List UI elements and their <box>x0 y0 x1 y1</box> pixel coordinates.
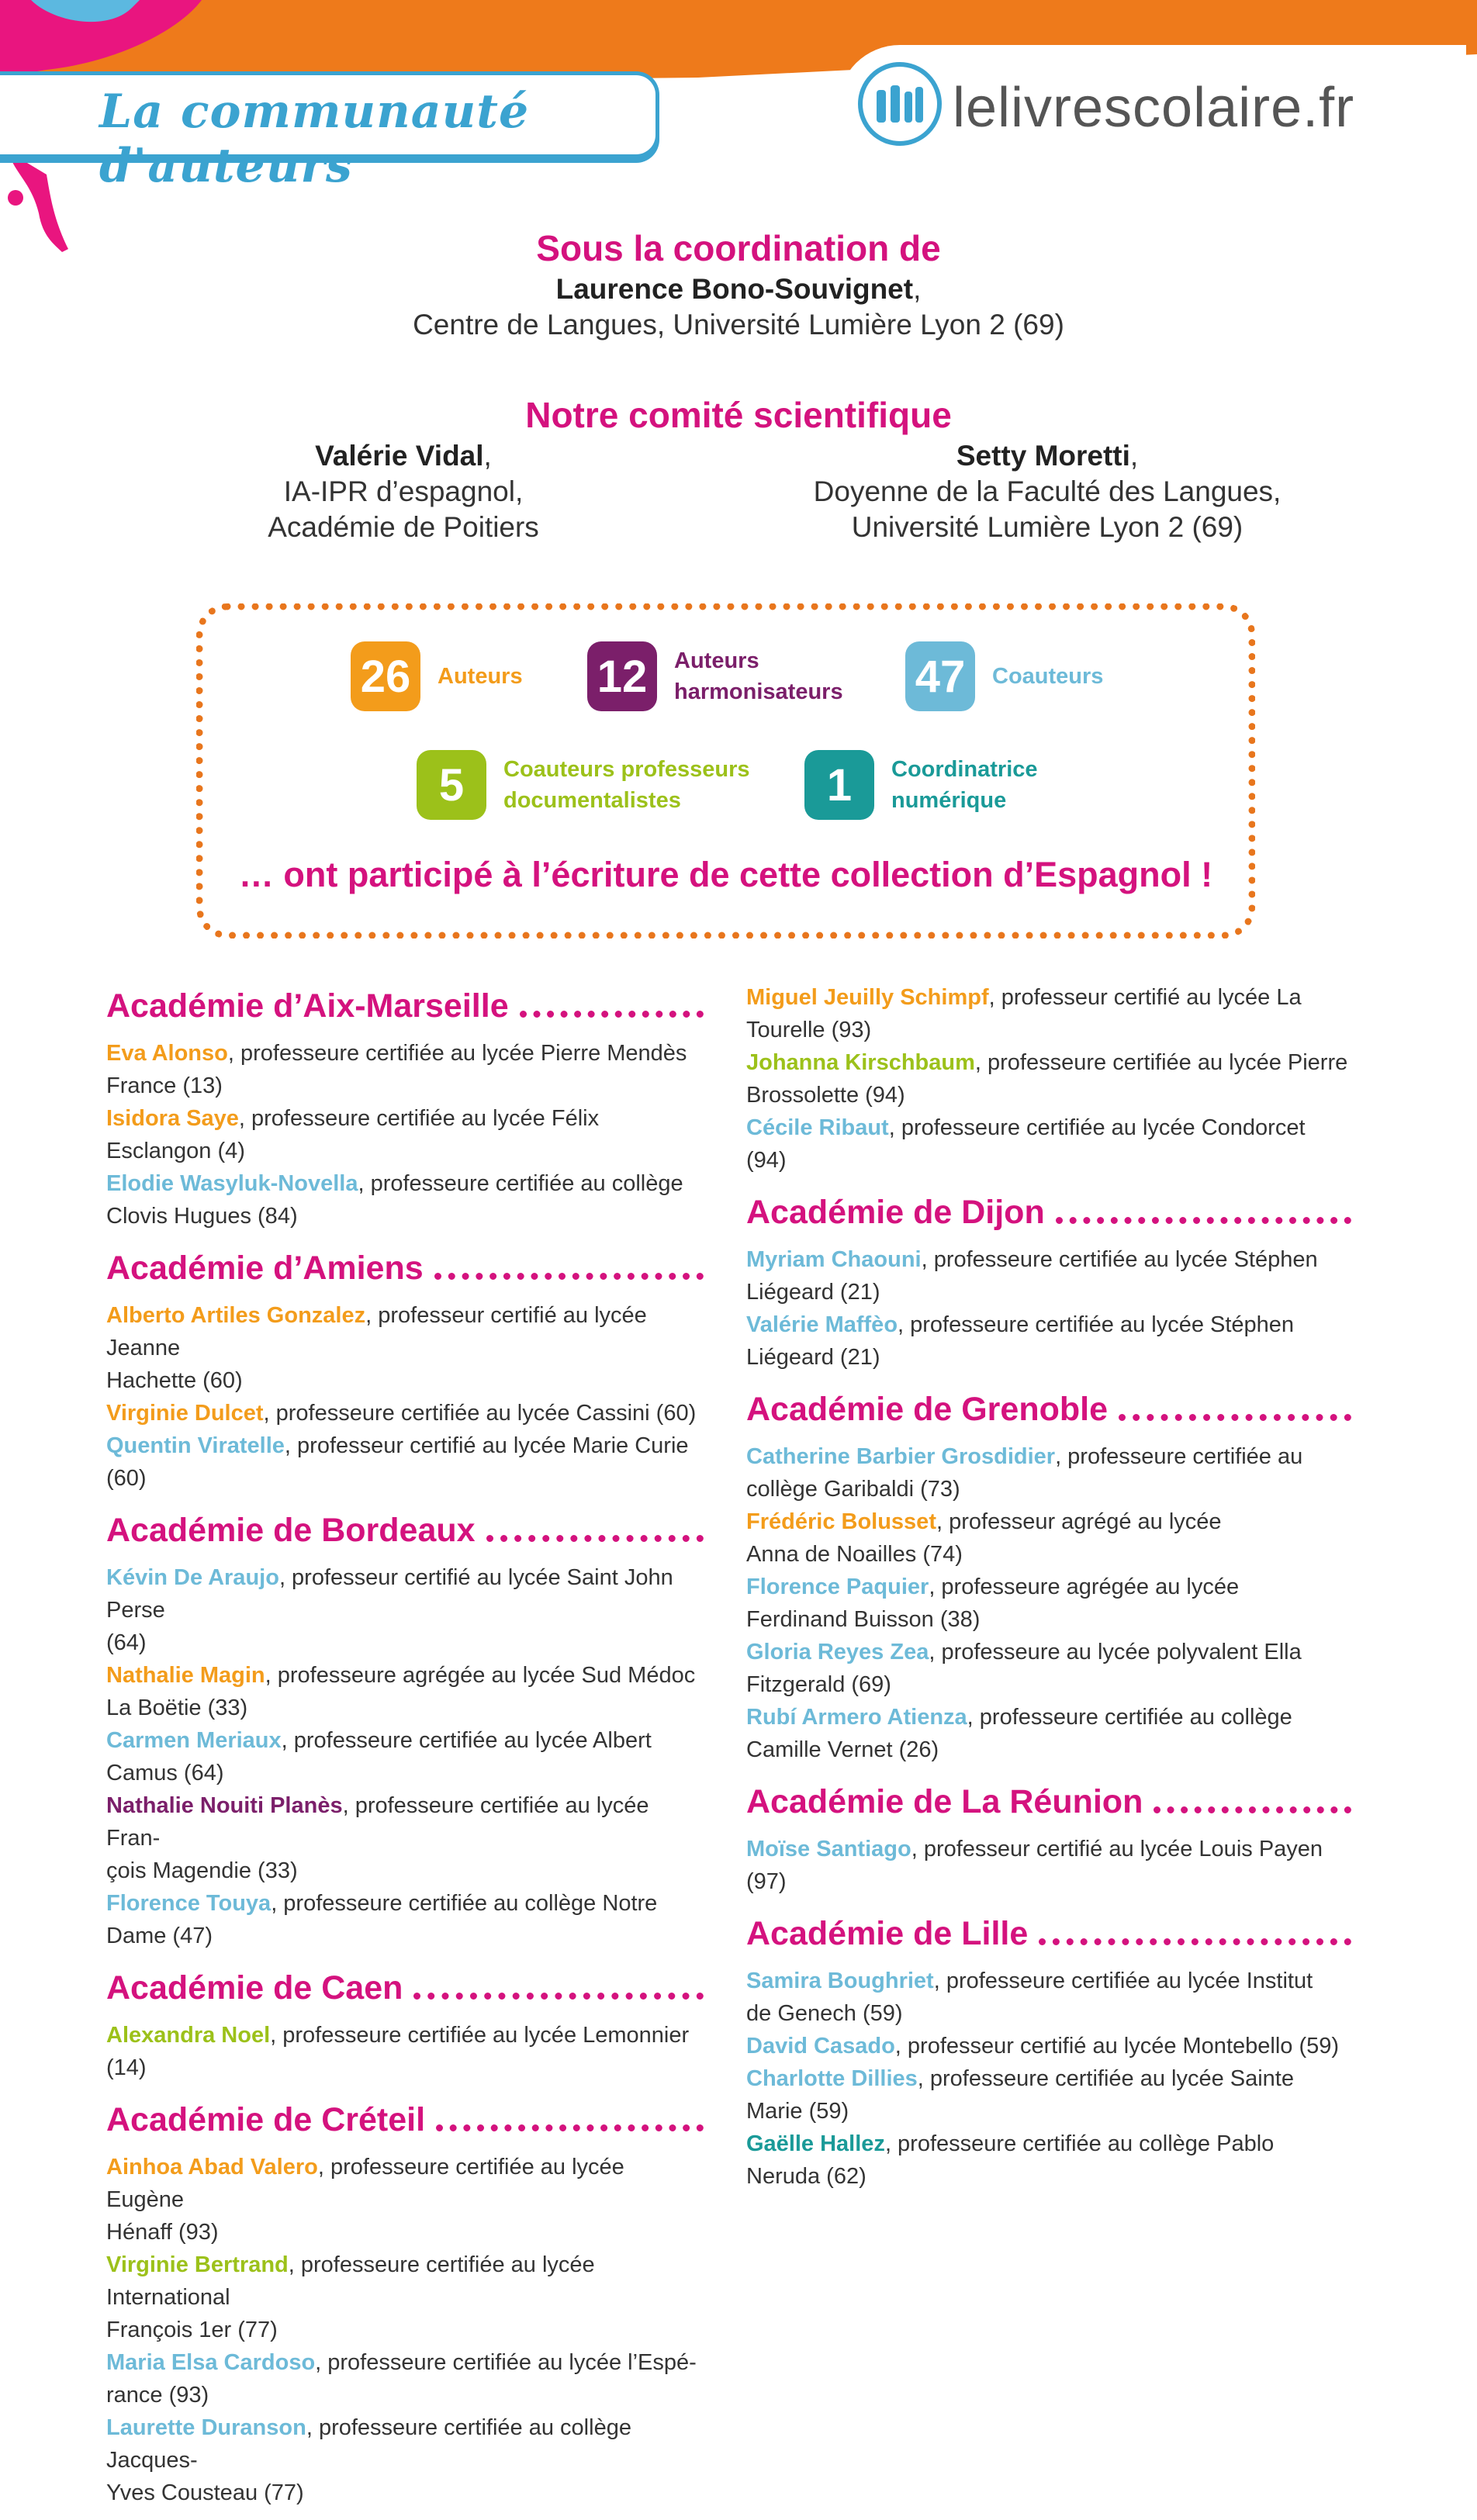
author-description: , professeure certifiée au lycée Institut <box>933 1969 1313 1993</box>
author-name: Miguel Jeuilly Schimpf <box>746 985 989 1010</box>
academy-section <box>106 1963 704 2095</box>
stat-label: Coordinatrice numérique <box>891 757 1038 813</box>
author-name: Laurette Duranson <box>106 2415 306 2440</box>
committee-member <box>202 438 605 545</box>
author-entry <box>746 1965 1351 2030</box>
academy-heading <box>746 1384 1351 1434</box>
author-name: Charlotte Dillies <box>746 2066 918 2091</box>
academy-title: Académie d’Aix-Marseille <box>106 987 509 1025</box>
author-name: Frédéric Bolusset <box>746 1509 936 1534</box>
author-name: Cécile Ribaut <box>746 1115 889 1140</box>
author-name: Samira Boughriet <box>746 1969 934 1993</box>
author-name: Carmen Meriaux <box>106 1728 282 1753</box>
author-name: Catherine Barbier Grosdidier <box>746 1444 1056 1469</box>
academy-title: Académie de Bordeaux <box>106 1511 476 1549</box>
academy-heading <box>106 1963 704 2013</box>
author-name: Eva Alonso <box>106 1041 228 1066</box>
author-name: Nathalie Magin <box>106 1663 265 1688</box>
author-name: David Casado <box>746 2034 895 2059</box>
academy-title: Académie de Dijon <box>746 1193 1045 1231</box>
author-entry <box>746 981 1351 1046</box>
academy-heading <box>106 981 704 1031</box>
academy-title: Académie de Caen <box>106 1969 403 2007</box>
dotted-leader <box>1119 1414 1351 1421</box>
author-entry <box>106 1724 704 1789</box>
author-description-cont: La Boëtie (33) <box>106 1696 248 1720</box>
site-logo <box>838 45 1466 169</box>
committee-heading: Notre comité scientifique <box>525 395 952 435</box>
author-description: , professeur certifié au lycée La <box>988 985 1302 1010</box>
author-entry <box>746 1571 1351 1636</box>
stat-coauthors <box>905 641 1103 711</box>
author-name: Ainhoa Abad Valero <box>106 2155 318 2180</box>
author-name: Maria Elsa Cardoso <box>106 2350 316 2375</box>
participation-tagline: … ont participé à l’écriture de cette collection d’Espagnol ! <box>238 855 1213 894</box>
author-description: , professeure certifiée au lycée Cassini (60) <box>263 1401 697 1426</box>
academy-section <box>746 1384 1351 1777</box>
author-entry <box>746 1833 1351 1898</box>
author-description: , professeure agrégée au lycée <box>929 1575 1240 1599</box>
author-entry <box>106 1789 704 1887</box>
coordinator <box>0 271 1477 307</box>
author-description-cont: François 1er (77) <box>106 2318 278 2342</box>
author-description: , professeure certifiée au lycée Eugène <box>106 2155 624 2212</box>
author-description: , professeure certifiée au lycée Fran- <box>106 1793 649 1851</box>
stat-badge: 5 <box>417 750 486 820</box>
member-affiliation: Université Lumière Lyon 2 (69) <box>851 511 1244 543</box>
author-entry <box>106 2249 704 2346</box>
author-description: , professeure certifiée au lycée l’Espé- <box>315 2350 697 2375</box>
author-entry <box>106 1102 704 1167</box>
author-name: Gaëlle Hallez <box>746 2131 885 2156</box>
author-entry <box>106 2346 704 2411</box>
committee-member <box>783 438 1311 545</box>
author-name: Isidora Saye <box>106 1106 239 1131</box>
dotted-leader <box>434 1273 704 1280</box>
author-name: Florence Paquier <box>746 1575 929 1599</box>
dotted-leader <box>486 1535 704 1542</box>
academy-section <box>746 1909 1351 2204</box>
author-description-cont: Brossolette (94) <box>746 1083 905 1108</box>
author-description-cont: France (13) <box>106 1073 223 1098</box>
stat-digital-coordinator <box>804 750 1038 820</box>
academy-heading <box>106 1243 704 1293</box>
stat-harmonizers <box>587 641 843 711</box>
author-description-cont: çois Magendie (33) <box>106 1858 298 1883</box>
author-description: , professeure certifiée au lycée Pierre <box>974 1050 1348 1075</box>
author-description: , professeure certifiée au <box>1055 1444 1303 1469</box>
author-description: , professeur agrégé au lycée <box>936 1509 1222 1534</box>
author-entry <box>746 1111 1351 1177</box>
author-entry <box>106 2151 704 2249</box>
author-entry <box>746 1636 1351 1701</box>
author-description: , professeure agrégée au lycée Sud Médoc <box>265 1663 696 1688</box>
stat-badge: 1 <box>804 750 874 820</box>
author-entry <box>746 1243 1351 1308</box>
coordination-section <box>0 225 1477 343</box>
author-description-cont: Ferdinand Buisson (38) <box>746 1607 981 1632</box>
academy-title: Académie de La Réunion <box>746 1782 1143 1820</box>
author-name: Elodie Wasyluk-Novella <box>106 1171 358 1196</box>
separator: , <box>483 440 492 472</box>
author-name: Virginie Bertrand <box>106 2252 289 2277</box>
author-description: , professeur certifié au lycée Marie Curie (60) <box>106 1433 689 1491</box>
author-description-cont: Liégeard (21) <box>746 1280 880 1305</box>
academy-title: Académie de Lille <box>746 1914 1029 1952</box>
author-description: , professeure certifiée au lycée Stéphen <box>898 1312 1295 1337</box>
author-description: , professeure certifiée au lycée Stéphen <box>921 1247 1318 1272</box>
author-description-cont: Camus (64) <box>106 1761 224 1785</box>
author-entry <box>746 1308 1351 1374</box>
author-description: , professeure certifiée au collège <box>967 1705 1292 1730</box>
academies-left-column <box>106 981 704 2520</box>
books-icon <box>858 62 942 146</box>
stat-librarians <box>417 750 750 820</box>
dotted-leader <box>1056 1217 1351 1224</box>
stat-label: Coauteurs professeurs documentalistes <box>503 757 750 813</box>
author-name: Florence Touya <box>106 1891 272 1916</box>
dotted-leader <box>413 1993 704 2000</box>
author-entry <box>106 1299 704 1397</box>
author-description: , professeure certifiée au lycée Pierre Mendès <box>227 1041 687 1066</box>
member-name: Setty Moretti <box>956 440 1130 472</box>
author-description-cont: Clovis Hugues (84) <box>106 1204 298 1229</box>
author-entry <box>106 1561 704 1659</box>
author-entry <box>746 1046 1351 1111</box>
author-name: Moïse Santiago <box>746 1837 911 1861</box>
author-entry <box>746 2030 1351 2062</box>
author-entry <box>746 1505 1351 1571</box>
author-description: , professeur certifié au lycée Montebello (59) <box>894 2034 1340 2059</box>
author-description: , professeure certifiée au lycée Félix Esclangon (4) <box>106 1106 600 1163</box>
stat-badge: 12 <box>587 641 657 711</box>
member-role: Doyenne de la Faculté des Langues, <box>813 475 1282 507</box>
contributors-stats-box <box>196 603 1255 939</box>
stat-label: Auteurs <box>438 664 523 689</box>
author-entry <box>746 2128 1351 2193</box>
continued-entries <box>746 981 1351 1187</box>
academy-title: Académie de Grenoble <box>746 1390 1108 1428</box>
author-entry <box>106 1429 704 1495</box>
academy-section <box>106 1505 704 1963</box>
coordinator-affiliation: Centre de Langues, Université Lumière Lyon 2 (69) <box>413 309 1064 340</box>
coordinator-name: Laurence Bono-Souvignet <box>555 273 914 305</box>
author-description: , professeur certifié au lycée Louis Payen (97) <box>746 1837 1323 1894</box>
author-description-cont: Liégeard (21) <box>746 1345 880 1370</box>
author-name: Gloria Reyes Zea <box>746 1640 929 1664</box>
stat-badge: 47 <box>905 641 975 711</box>
academy-heading <box>746 1777 1351 1827</box>
separator: , <box>1129 440 1139 472</box>
academy-title: Académie de Créteil <box>106 2100 426 2138</box>
author-entry <box>106 2019 704 2084</box>
stat-label: Coauteurs <box>992 664 1104 689</box>
author-entry <box>106 1887 704 1952</box>
member-role: IA-IPR d’espagnol, <box>283 475 524 507</box>
author-description-cont: Camille Vernet (26) <box>746 1737 939 1762</box>
author-description: , professeure certifiée au lycée Condorcet (94) <box>746 1115 1306 1173</box>
stat-label: Auteurs harmonisateurs <box>674 648 843 704</box>
dotted-leader <box>1154 1806 1351 1813</box>
academy-section <box>746 1777 1351 1909</box>
academy-heading <box>746 1909 1351 1958</box>
author-description: , professeure certifiée au lycée Albert <box>281 1728 652 1753</box>
author-name: Valérie Maffèo <box>746 1312 898 1337</box>
member-affiliation: Académie de Poitiers <box>268 511 539 543</box>
author-description-cont: Fitzgerald (69) <box>746 1672 891 1697</box>
author-description-cont: (64) <box>106 1630 147 1655</box>
author-description: , professeure certifiée au collège Pablo Neruda (62) <box>746 2131 1275 2189</box>
author-description-cont: Anna de Noailles (74) <box>746 1542 963 1567</box>
author-entry <box>106 1397 704 1429</box>
coordination-heading: Sous la coordination de <box>536 228 941 268</box>
author-description: , professeure certifiée au collège Notre Dame (47) <box>106 1891 658 1948</box>
author-description: , professeure certifiée au lycée Sainte Marie (59) <box>746 2066 1294 2124</box>
author-description: , professeur certifié au lycée Saint John Perse <box>106 1565 673 1623</box>
author-name: Rubí Armero Atienza <box>746 1705 967 1730</box>
author-name: Quentin Viratelle <box>106 1433 285 1458</box>
author-description: , professeure certifiée au collège <box>358 1171 683 1196</box>
author-name: Nathalie Nouiti Planès <box>106 1793 343 1818</box>
stat-authors <box>351 641 523 711</box>
author-entry <box>106 1037 704 1102</box>
author-description-cont: Tourelle (93) <box>746 1018 872 1042</box>
author-description-cont: collège Garibaldi (73) <box>746 1477 960 1502</box>
dotted-leader <box>1039 1938 1351 1945</box>
logo-text: lelivrescolaire.fr <box>953 77 1355 139</box>
academy-section <box>106 1243 704 1505</box>
author-description-cont: Hachette (60) <box>106 1368 243 1393</box>
page-title: La communauté d'auteurs <box>99 85 530 193</box>
author-description: , professeur certifié au lycée Jeanne <box>106 1303 647 1360</box>
author-entry <box>746 2062 1351 2128</box>
author-description-cont: de Genech (59) <box>746 2001 903 2026</box>
author-description: , professeure certifiée au collège Jacques- <box>106 2415 631 2473</box>
academy-section <box>106 981 704 1243</box>
author-name: Alexandra Noel <box>106 2023 271 2048</box>
author-entry <box>106 1167 704 1232</box>
stat-badge: 26 <box>351 641 420 711</box>
author-description-cont: Hénaff (93) <box>106 2220 219 2245</box>
author-name: Myriam Chaouni <box>746 1247 922 1272</box>
author-name: Alberto Artiles Gonzalez <box>106 1303 366 1328</box>
academy-section <box>746 1187 1351 1384</box>
academy-heading <box>746 1187 1351 1237</box>
author-description: , professeure certifiée au lycée International <box>106 2252 595 2310</box>
academy-heading <box>106 2095 704 2145</box>
dotted-leader <box>436 2124 704 2131</box>
author-description-cont: Yves Cousteau (77) <box>106 2480 304 2505</box>
academy-title: Académie d’Amiens <box>106 1249 424 1287</box>
author-description: , professeure certifiée au lycée Lemonnier (14) <box>106 2023 690 2080</box>
academy-heading <box>106 1505 704 1555</box>
author-entry <box>106 2411 704 2509</box>
page-title-pill <box>0 71 659 193</box>
author-name: Virginie Dulcet <box>106 1401 264 1426</box>
author-entry <box>746 1440 1351 1505</box>
separator: , <box>913 273 922 305</box>
author-name: Kévin De Araujo <box>106 1565 279 1590</box>
author-entry <box>106 1659 704 1724</box>
academy-section <box>106 2095 704 2520</box>
dotted-leader <box>520 1011 704 1018</box>
member-name: Valérie Vidal <box>315 440 484 472</box>
author-entry <box>746 1701 1351 1766</box>
author-description: , professeure au lycée polyvalent Ella <box>929 1640 1302 1664</box>
academies-right-column <box>746 981 1351 2204</box>
author-name: Johanna Kirschbaum <box>746 1050 975 1075</box>
author-description-cont: rance (93) <box>106 2383 209 2408</box>
